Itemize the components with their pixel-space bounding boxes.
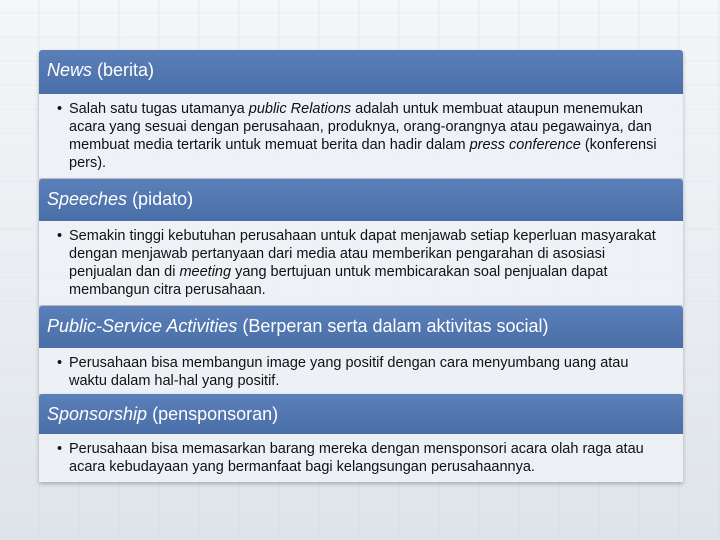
text-run-italic: public Relations <box>248 101 352 117</box>
bullet-text: Perusahaan bisa memasarkan barang mereka dengan mensponsori acara olah raga atau acara kebudayaan yang bermanfaat bagi kelangsungan perusahaannya. <box>69 441 644 475</box>
bullet-marker: • <box>57 228 63 244</box>
section-header <box>39 306 683 348</box>
bullet-item <box>57 100 667 172</box>
section-news <box>39 50 683 178</box>
text-run: yang bertujuan untuk membicarakan soal penjualan dapat membangun citra perusahaan. <box>69 264 608 298</box>
section-body <box>39 348 683 394</box>
bullet-text <box>69 100 667 172</box>
section-body <box>39 221 683 305</box>
section-title-english: News <box>47 60 93 80</box>
section-title-translation: (pidato) <box>127 189 194 209</box>
section-body <box>39 94 683 178</box>
bullet-marker: • <box>57 441 63 457</box>
section-title-english: Speeches <box>47 189 128 209</box>
section-public-service <box>39 306 683 394</box>
text-run: (konferensi pers). <box>69 137 657 171</box>
bullet-item <box>57 227 667 299</box>
bullet-text <box>69 227 667 299</box>
section-header <box>39 394 683 434</box>
section-title-english: Sponsorship <box>47 404 148 424</box>
text-run-italic: press conference <box>469 137 581 153</box>
bullet-marker: • <box>57 355 63 371</box>
bullet-item <box>57 354 667 390</box>
section-title-translation: (Berperan serta dalam aktivitas social) <box>237 316 549 336</box>
section-title-translation: (pensponsoran) <box>147 404 279 424</box>
section-title-english: Public-Service Activities <box>47 316 238 336</box>
section-header <box>39 50 683 94</box>
text-run: Semakin tinggi kebutuhan perusahaan untuk dapat menjawab setiap keperluan masyarakat dengan menjawab pertanyaan dari media atau memberikan pengarahan di asosiasi penjualan dan di <box>69 228 656 280</box>
bullet-marker: • <box>57 101 63 117</box>
section-title-translation: (berita) <box>92 60 155 80</box>
text-run: Salah satu tugas utamanya <box>69 101 249 117</box>
bullet-item <box>57 440 667 476</box>
section-sponsorship <box>39 394 683 482</box>
section-body <box>39 434 683 482</box>
text-run-italic: meeting <box>179 264 232 280</box>
section-speeches <box>39 179 683 305</box>
text-run: adalah untuk membuat ataupun menemukan acara yang sesuai dengan perusahaan, produknya, orang-orangnya atau pegawainya, dan membuat media tertarik untuk memuat berita dan hadir dalam <box>69 101 652 153</box>
section-header <box>39 179 683 221</box>
bullet-text: Perusahaan bisa membangun image yang positif dengan cara menyumbang uang atau waktu dalam hal-hal yang positif. <box>69 355 629 389</box>
